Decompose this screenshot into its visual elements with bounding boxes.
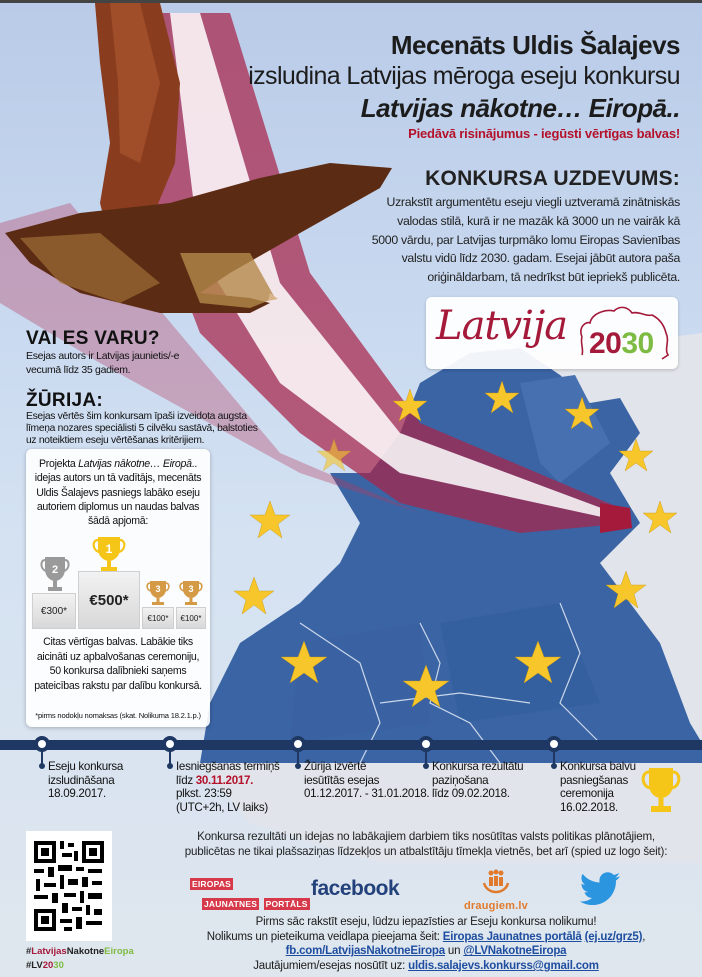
results-text: Konkursa rezultāti un idejas no labākajiem darbiem tiks nosūtītas valsts politikas plānotājiem, publicētas ne tikai plašsaziņas līdzekļos un atbalstītāju tīmekļa vietnēs, bet arī (spied uz logo šeit):	[184, 830, 668, 858]
svg-text:3: 3	[188, 584, 194, 594]
deadline-date: 30.11.2017.	[195, 773, 254, 787]
left-info	[26, 329, 286, 447]
qr-code[interactable]	[26, 831, 112, 941]
prize-intro: Projekta Latvijas nākotne… Eiropā.. idejas autors un tā vadītājs, mecenāts Uldis Šalajevs pasniegs labāko eseju autoriem diplomus un naudas balvas šādā apjomā:	[34, 458, 202, 528]
jury-title: ŽŪRIJA:	[26, 390, 104, 411]
podium-first: €500*	[78, 571, 140, 629]
twitter-logo[interactable]	[578, 871, 622, 914]
draugiem-logo[interactable]: draugiem.lv	[460, 869, 532, 912]
poster: Mecenāts Uldis Šalajevs izsludina Latvijas mēroga eseju konkursu Latvijas nākotne… Eiropā.. Piedāvā risinājumus - iegūsti vērtīgas balvas! KONKURSA UZDEVUMS: Uzrakstīt argumentētu eseju viegli uztveramā zinātniskās valodas stilā, kurā ir ne mazāk kā 3000 un ne vairāk kā 5000 vārdu, par Latvijas turpmāko lomu Eiropas Savienības valstu vidū līdz 2030. gadam. Esejai jābūt autora paša oriģināldarbam, tā nedrīkst būt iepriekš publicēta. Latvija 2030 VAI ES VARU? Esejas autors ir Latvijas jaunietis/-e vecumā līdz 35 gadiem. ŽŪRIJA: Esejas vērtēs šim konkursam īpaši izveidota augsta līmeņa nozares speciālisti 5 cilvēku sastāvā, balstoties uz noteiktiem eseju vērtēšanas kritērijiem. Projekta Latvijas nākotne… Eiropā.. idejas autors un tā vadītājs, mecenāts Uldis Šalajevs pasniegs labāko eseju autoriem diplomus un naudas balvas šādā apjomā: 2 1 3 3 €300* €500* €100* €100* Citas vērtīgas balvas. Labākie tiks aicināti uz apbalvošanas ceremoniju, 50 konkursa dalībnieki saņems pateicības rakstu par dalību konkursā. *pirms nodokļu nomaksas (skat. Nolikuma 18.2.1.p.) Eseju konkursa izsludināšana 18.09.2017. Iesniegšanas termiņš līdz 30.11.2017. plkst. 23:59 (UTC+2h, LV laiks) Žūrija izvērtē iesūtītās esejas 01.12.2017. - 31.01.2018. Konkursa rezultātu paziņošana līdz 09.02.2018. Konkursa balvu pasniegšanas ceremonija 16.02.2018. Konkursa rezultāti un idejas no labākajiem darbiem tiks nosūtītas valsts politikas plānotājiem, publicētas ne tikai plašsaziņas līdzekļos un atbalstītāju tīmekļa vietnēs, bet arī (spied uz logo šeit): #LatvijasNakotneEiropa #LV2030 EIROPAS JAUNATNES PORTĀLS facebook draugiem.lv Pirms sāc rakstīt eseju, lūdzu iepazīsties ar Eseju konkursa nolikumu! Nolikums un pieteikuma veidlapa pieejama šeit: Eiropas Jaunatnes portālā (ej.uz/grz5), fb.com/LatvijasNakotneEiropa un @LVNakotneEiropa Jautājumiem/esejas nosūtīt uz: uldis.salajevs.konkurss@gmail.com	[0, 0, 702, 977]
trophy-gold-icon	[92, 535, 126, 573]
svg-text:2: 2	[51, 564, 59, 576]
timeline-node-icon	[290, 736, 306, 752]
trophy-icon	[640, 766, 682, 816]
qr-code-icon	[26, 831, 112, 941]
latvija-2030-logo	[426, 297, 678, 369]
announcement-line: izsludina Latvijas mēroga eseju konkursu	[248, 62, 680, 90]
eligibility-title: VAI ES VARU?	[26, 328, 160, 349]
jury-body: Esejas vērtēs šim konkursam īpaši izveidota augsta līmeņa nozares speciālisti 5 cilvēku sastāvā, balstoties uz noteiktiem eseju vērtēšanas kritērijiem.	[26, 411, 258, 446]
trophy-bronze-icon	[146, 579, 170, 607]
podium-second: €300*	[32, 593, 76, 629]
facebook-logo[interactable]: facebook	[311, 877, 400, 900]
trophy-silver-icon	[40, 555, 70, 593]
eu-star-icon	[250, 501, 290, 538]
draugiem-people-icon	[481, 869, 511, 895]
task-title: KONKURSA UZDEVUMS:	[425, 167, 680, 190]
contest-title: Latvijas nākotne… Eiropā..	[360, 93, 680, 123]
twitter-bird-icon	[578, 871, 622, 909]
prize-box	[26, 449, 210, 727]
eu-star-icon	[234, 577, 274, 614]
podium-third-b: €100*	[176, 607, 206, 629]
prize-footnote: *pirms nodokļu nomaksas (skat. Nolikuma 18.2.1.p.)	[35, 711, 201, 720]
eiropas-jaunatnes-portals-logo[interactable]: EIROPAS JAUNATNES PORTĀLS	[192, 879, 308, 909]
svg-text:3: 3	[155, 584, 161, 594]
short-link[interactable]: (ej.uz/grz5)	[584, 930, 643, 943]
timeline-node-icon	[162, 736, 178, 752]
rules-text: Pirms sāc rakstīt eseju, lūdzu iepazīsties ar Eseju konkursa nolikumu! Nolikums un pieteikuma veidlapa pieejama šeit: Eiropas Jaunatnes portālā (ej.uz/grz5), fb.com/LatvijasNakotneEiropa un @LVNakotneEiropa Jautājumiem/esejas nosūtīt uz: uldis.salajevs.konkurss@gmail.com	[206, 916, 646, 973]
email-link[interactable]: uldis.salajevs.konkurss@gmail.com	[408, 960, 599, 973]
trophy-bronze-icon	[179, 579, 203, 607]
timeline-node-icon	[34, 736, 50, 752]
timeline-node-icon	[546, 736, 562, 752]
prize-other-text: Citas vērtīgas balvas. Labākie tiks aicināti uz apbalvošanas ceremoniju, 50 konkursa dalībnieki saņems pateicības rakstu par dalību konkursā.	[34, 636, 202, 692]
timeline-node-icon	[418, 736, 434, 752]
timeline-bar	[0, 740, 702, 750]
poster-header	[248, 29, 680, 141]
patron-title: Mecenāts Uldis Šalajevs	[390, 30, 680, 60]
svg-text:1: 1	[105, 542, 113, 556]
task-body: Uzrakstīt argumentētu eseju viegli uztveramā zinātniskās valodas stilā, kurā ir ne mazāk kā 3000 un ne vairāk kā 5000 vārdu, par Latvijas turpmāko lomu Eiropas Savienības valstu vidū līdz 2030. gadam. Esejai jābūt autora paša oriģināldarbam, tā nedrīkst būt iepriekš publicēta.	[371, 195, 680, 285]
podium-third-a: €100*	[142, 607, 174, 629]
twitter-handle-link[interactable]: @LVNakotneEiropa	[463, 945, 567, 958]
portal-link[interactable]: Eiropas Jaunatnes portālā	[442, 930, 582, 943]
hashtag-lv2030: #LV2030	[26, 960, 64, 971]
prize-podium	[32, 535, 206, 629]
tagline: Piedāvā risinājumus - iegūsti vērtīgas balvas!	[408, 126, 680, 141]
eligibility-body: Esejas autors ir Latvijas jaunietis/-e vecumā līdz 35 gadiem.	[26, 350, 180, 376]
logo-year: 2030	[589, 327, 654, 360]
task-section	[350, 167, 680, 287]
facebook-page-link[interactable]: fb.com/LatvijasNakotneEiropa	[285, 945, 445, 958]
logo-script-text: Latvija	[436, 303, 568, 349]
hashtag-nakotne: #LatvijasNakotneEiropa	[26, 946, 134, 957]
hashtags	[26, 945, 134, 973]
